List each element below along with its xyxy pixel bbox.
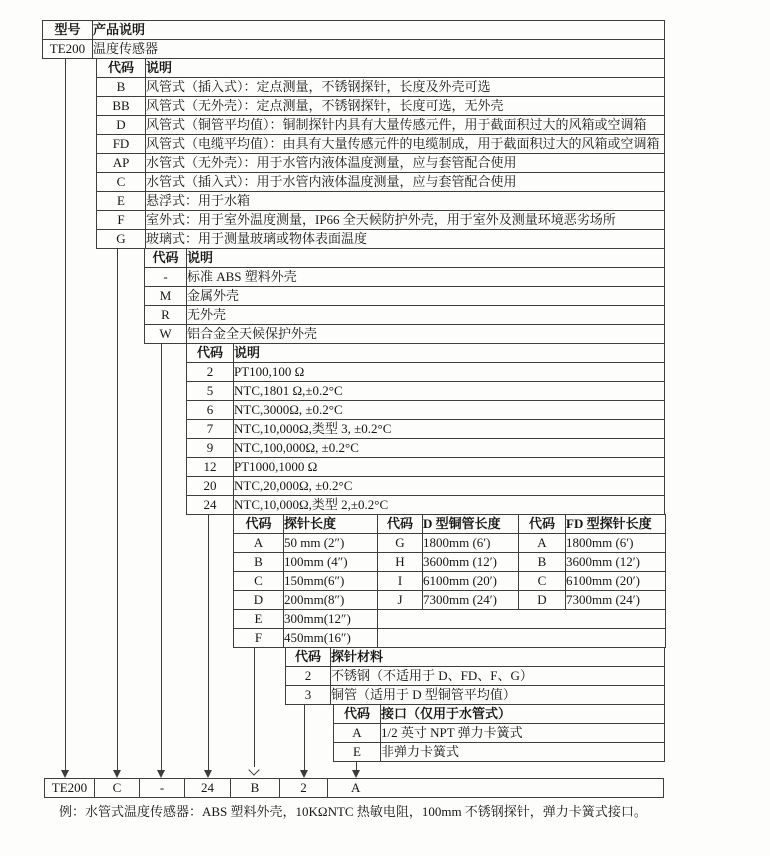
code-cell: A (334, 724, 381, 743)
fd-type-length-cell: 3600mm (12′) (566, 553, 666, 572)
table-header-row (187, 344, 665, 363)
table-row (187, 439, 665, 458)
code-cell: J (378, 591, 423, 610)
table-row (45, 779, 664, 798)
code-header-cell: 代码 (234, 515, 284, 534)
code-cell: I (378, 572, 423, 591)
table-row (187, 496, 665, 515)
example-note: 例：水管式温度传感器：ABS 塑料外壳，10KΩNTC 热敏电阻，100mm 不锈钢探针，弹力卡簧式接口。 (59, 804, 647, 819)
code-cell: D (97, 116, 146, 135)
code-cell: FD (97, 135, 146, 154)
table-row (97, 78, 665, 97)
probe-material-table (285, 647, 665, 705)
code-cell: G (97, 230, 146, 249)
probe-length-cell: 50 mm (2″) (284, 534, 378, 553)
down-arrow-icon (204, 770, 212, 778)
connector-line (356, 761, 357, 770)
description-cell: 悬浮式：用于水箱 (146, 192, 665, 211)
table-row (187, 401, 665, 420)
down-arrow-icon (157, 770, 165, 778)
table-row (145, 306, 665, 325)
connector-line (208, 514, 209, 770)
code-cell: A (234, 534, 284, 553)
product-table (42, 20, 665, 59)
table-row (97, 192, 665, 211)
description-cell: NTC,20,000Ω, ±0.2°C (234, 477, 665, 496)
empty-cell (378, 610, 666, 629)
description-cell: 室外式：用于室外温度测量，IP66 全天候防护外壳，用于室外及测量环境恶劣场所 (146, 211, 665, 230)
description-cell: PT1000,1000 Ω (234, 458, 665, 477)
empty-cell (378, 629, 666, 648)
code-header-cell: 代码 (97, 59, 146, 78)
table-row (187, 382, 665, 401)
code-cell: 3 (286, 686, 331, 705)
table-row (187, 363, 665, 382)
code-cell: B (234, 553, 284, 572)
code-cell: 24 (187, 496, 234, 515)
table-row (145, 325, 665, 344)
table-row (97, 154, 665, 173)
table-row (187, 420, 665, 439)
code-cell: 5 (187, 382, 234, 401)
d-type-length-header-cell: D 型铜管长度 (423, 515, 519, 534)
model-desc-cell: 温度传感器 (93, 40, 665, 59)
description-cell: 标准 ABS 塑料外壳 (187, 268, 665, 287)
code-cell: E (334, 743, 381, 762)
description-cell: 风管式（无外壳）：定点测量，不锈钢探针，长度可选，无外壳 (146, 97, 665, 116)
example-style-cell: C (95, 779, 140, 798)
probe-material-header-cell: 探针材料 (331, 648, 665, 667)
table-row (187, 477, 665, 496)
code-cell: 20 (187, 477, 234, 496)
description-cell: 风管式（插入式）：定点测量，不锈钢探针，长度及外壳可选 (146, 78, 665, 97)
down-arrow-icon (248, 764, 259, 775)
desc-header-cell: 说明 (234, 344, 665, 363)
example-interface-cell: A (328, 779, 664, 798)
code-cell: AP (97, 154, 146, 173)
connector-line (304, 704, 305, 770)
table-row (97, 211, 665, 230)
desc-header-cell: 说明 (187, 249, 665, 268)
code-cell: B (519, 553, 566, 572)
code-cell: A (519, 534, 566, 553)
code-cell: 6 (187, 401, 234, 420)
description-cell: 不锈钢（不适用于 D、FD、F、G） (331, 667, 665, 686)
table-row (234, 629, 666, 648)
d-type-length-cell: 6100mm (20′) (423, 572, 519, 591)
code-cell: C (97, 173, 146, 192)
code-cell: BB (97, 97, 146, 116)
description-cell: NTC,10,000Ω,类型 3, ±0.2°C (234, 420, 665, 439)
connector-line (254, 647, 255, 767)
table-row (97, 97, 665, 116)
description-cell: 铝合金全天候保护外壳 (187, 325, 665, 344)
example-code-row (44, 778, 664, 798)
code-header-cell: 代码 (334, 705, 381, 724)
code-cell: 9 (187, 439, 234, 458)
probe-length-cell: 300mm(12″) (284, 610, 378, 629)
housing-code-table (144, 248, 665, 344)
code-header-cell: 代码 (519, 515, 566, 534)
connector-line (117, 248, 118, 770)
code-cell: E (234, 610, 284, 629)
code-cell: R (145, 306, 187, 325)
code-cell: W (145, 325, 187, 344)
product-desc-header-cell: 产品说明 (93, 21, 665, 40)
example-housing-cell: - (140, 779, 185, 798)
probe-length-table (233, 514, 666, 648)
code-cell: E (97, 192, 146, 211)
code-cell: 2 (286, 667, 331, 686)
code-cell: 2 (187, 363, 234, 382)
table-row (187, 458, 665, 477)
d-type-length-cell: 1800mm (6′) (423, 534, 519, 553)
table-row (286, 686, 665, 705)
code-cell: C (519, 572, 566, 591)
probe-length-header-cell: 探针长度 (284, 515, 378, 534)
fd-type-length-cell: 7300mm (24′) (566, 591, 666, 610)
model-cell: TE200 (43, 40, 93, 59)
table-row (286, 667, 665, 686)
probe-length-cell: 450mm(16″) (284, 629, 378, 648)
description-cell: 风管式（铜管平均值）：铜制探针内具有大量传感元件，用于截面积过大的风箱或空调箱 (146, 116, 665, 135)
table-header-row (286, 648, 665, 667)
description-cell: NTC,10,000Ω,类型 2,±0.2°C (234, 496, 665, 515)
table-row (97, 230, 665, 249)
description-cell: PT100,100 Ω (234, 363, 665, 382)
description-cell: 铜管（适用于 D 型铜管平均值） (331, 686, 665, 705)
code-cell: D (234, 591, 284, 610)
code-cell: 7 (187, 420, 234, 439)
example-length-cell: B (231, 779, 280, 798)
table-row (234, 534, 666, 553)
description-cell: 1/2 英寸 NPT 弹力卡簧式 (381, 724, 665, 743)
code-header-cell: 代码 (286, 648, 331, 667)
fd-type-length-cell: 1800mm (6′) (566, 534, 666, 553)
description-cell: 无外壳 (187, 306, 665, 325)
table-row (97, 116, 665, 135)
code-cell: B (97, 78, 146, 97)
code-header-cell: 代码 (187, 344, 234, 363)
probe-length-cell: 150mm(6″) (284, 572, 378, 591)
down-arrow-icon (113, 770, 121, 778)
description-cell: 非弹力卡簧式 (381, 743, 665, 762)
connector-line (65, 58, 66, 770)
down-arrow-icon (300, 770, 308, 778)
description-cell: NTC,1801 Ω,±0.2°C (234, 382, 665, 401)
table-row (145, 287, 665, 306)
interface-code-table (333, 704, 665, 762)
style-code-table (96, 58, 665, 249)
table-row (97, 135, 665, 154)
d-type-length-cell: 3600mm (12′) (423, 553, 519, 572)
table-row (234, 572, 666, 591)
description-cell: 金属外壳 (187, 287, 665, 306)
code-cell: G (378, 534, 423, 553)
code-cell: 12 (187, 458, 234, 477)
connector-line (161, 343, 162, 770)
probe-length-cell: 200mm(8″) (284, 591, 378, 610)
description-cell: NTC,3000Ω, ±0.2°C (234, 401, 665, 420)
probe-length-cell: 100mm (4″) (284, 553, 378, 572)
example-model-cell: TE200 (45, 779, 95, 798)
code-cell: D (519, 591, 566, 610)
table-header-row (43, 21, 665, 40)
description-cell: 玻璃式：用于测量玻璃或物体表面温度 (146, 230, 665, 249)
table-header-row (234, 515, 666, 534)
code-header-cell: 代码 (378, 515, 423, 534)
down-arrow-icon (61, 770, 69, 778)
description-cell: 水管式（插入式）：用于水管内液体温度测量，应与套管配合使用 (146, 173, 665, 192)
table-header-row (145, 249, 665, 268)
code-cell: M (145, 287, 187, 306)
table-header-row (97, 59, 665, 78)
table-row (234, 591, 666, 610)
table-row (97, 173, 665, 192)
d-type-length-cell: 7300mm (24′) (423, 591, 519, 610)
interface-header-cell: 接口（仅用于水管式） (381, 705, 665, 724)
code-header-cell: 代码 (145, 249, 187, 268)
fd-type-length-cell: 6100mm (20′) (566, 572, 666, 591)
table-row (43, 40, 665, 59)
model-header-cell: 型号 (43, 21, 93, 40)
down-arrow-icon (352, 770, 360, 778)
table-row (145, 268, 665, 287)
code-cell: C (234, 572, 284, 591)
description-cell: NTC,100,000Ω, ±0.2°C (234, 439, 665, 458)
code-cell: - (145, 268, 187, 287)
table-header-row (334, 705, 665, 724)
code-cell: F (234, 629, 284, 648)
sensor-code-table (186, 343, 665, 515)
table-row (234, 610, 666, 629)
description-cell: 水管式（无外壳）：用于水管内液体温度测量，应与套管配合使用 (146, 154, 665, 173)
code-cell: F (97, 211, 146, 230)
table-row (334, 724, 665, 743)
example-material-cell: 2 (280, 779, 328, 798)
description-cell: 风管式（电缆平均值）：由具有大量传感元件的电缆制成，用于截面积过大的风箱或空调箱 (146, 135, 665, 154)
example-sensor-cell: 24 (185, 779, 231, 798)
code-cell: H (378, 553, 423, 572)
desc-header-cell: 说明 (146, 59, 665, 78)
table-row (234, 553, 666, 572)
fd-type-length-header-cell: FD 型探针长度 (566, 515, 666, 534)
table-row (334, 743, 665, 762)
